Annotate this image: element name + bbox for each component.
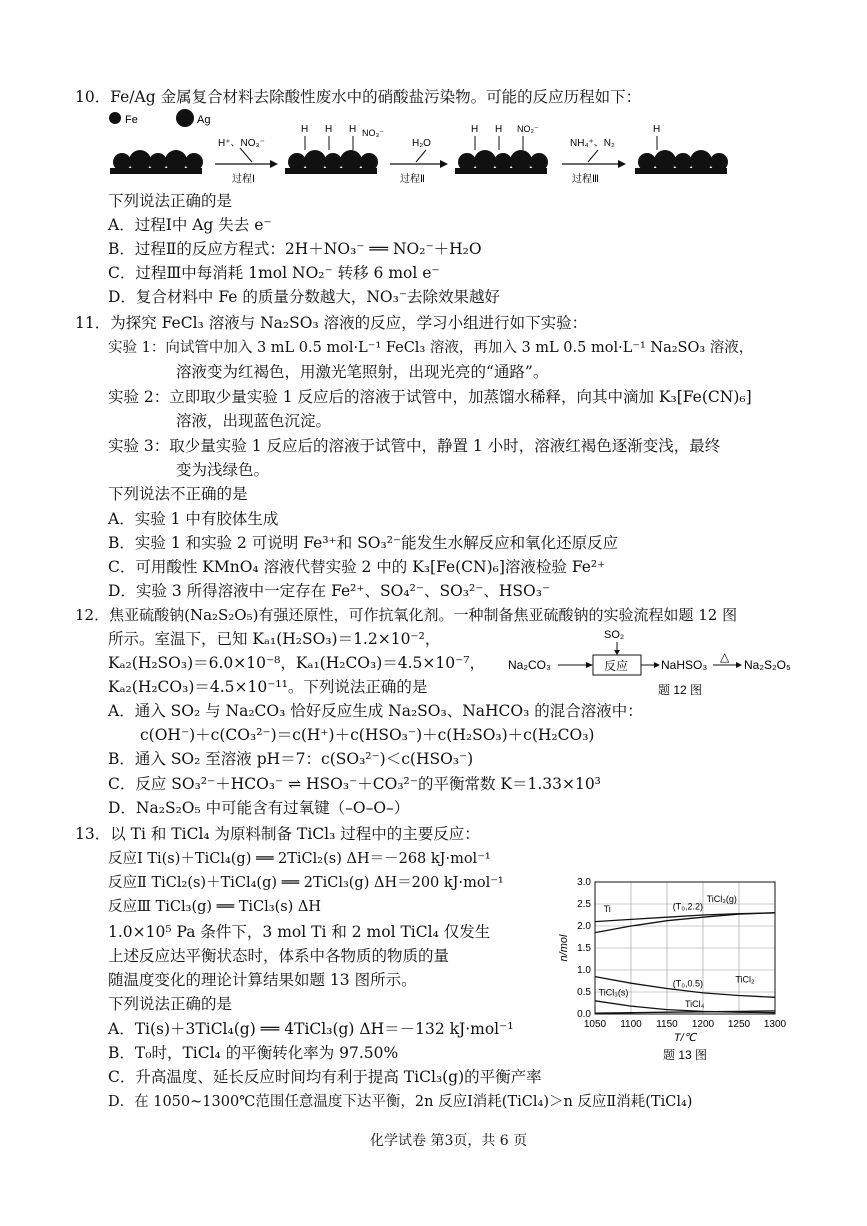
series-line: [595, 913, 775, 922]
q10-option-d[interactable]: D．复合材料中 Fe 的质量分数越大，NO₃⁻去除效果越好: [108, 288, 501, 306]
flow-reactant: Na₂CO₃: [508, 658, 551, 672]
flow-product: Na₂S₂O₅: [744, 658, 791, 672]
q13-option-d[interactable]: D．在 1050~1300℃范围任意温度下达平衡，2n 反应Ⅰ消耗(TiCl₄)＞n 反应Ⅱ消耗(TiCl₄): [108, 1094, 693, 1110]
svg-text:H: H: [471, 124, 479, 135]
flow-box-label: 反应: [604, 659, 629, 673]
surface-initial: [110, 150, 203, 174]
y-tick-label: 0.5: [577, 987, 591, 998]
q11-exp1-line1: 实验 1：向试管中加入 3 mL 0.5 mol·L⁻¹ FeCl₃ 溶液，再加入 3 mL 0.5 mol·L⁻¹ Na₂SO₃ 溶液，: [108, 340, 754, 356]
x-tick-label: 1250: [727, 1019, 751, 1030]
q11-exp3-line1: 实验 3：取少量实验 1 反应后的溶液于试管中，静置 1 小时，溶液红褐色逐渐变浅，最终: [108, 437, 721, 455]
q10-prompt: 下列说法正确的是: [108, 192, 233, 210]
q10-option-c[interactable]: C．过程Ⅲ中每消耗 1mol NO₂⁻ 转移 6 mol e⁻: [108, 264, 440, 282]
flow-mid: NaHSO₃: [661, 658, 708, 672]
q13-condition-3: 随温度变化的理论计算结果如题 13 图所示。: [108, 971, 417, 989]
q11-exp3-line2: 变为浅绿色。: [176, 461, 270, 479]
y-tick-label: 2.5: [577, 899, 591, 910]
series-label: TiCl₃(g): [706, 893, 737, 904]
svg-text:H: H: [325, 124, 333, 135]
flow-heat: △: [720, 650, 730, 664]
q12-option-c[interactable]: C．反应 SO₃²⁻＋HCO₃⁻ ⇌ HSO₃⁻＋CO₃²⁻的平衡常数 K＝1.33×10³: [108, 775, 601, 793]
q11-option-d[interactable]: D．实验 3 所得溶液中一定存在 Fe²⁺、SO₄²⁻、SO₃²⁻、HSO₃⁻: [108, 582, 551, 600]
q11-option-c[interactable]: C．可用酸性 KMnO₄ 溶液代替实验 2 中的 K₃[Fe(CN)₆]溶液检验 Fe²⁺: [108, 558, 606, 576]
q11-stem: 11．为探究 FeCl₃ 溶液与 Na₂SO₃ 溶液的反应，学习小组进行如下实验：: [75, 314, 588, 332]
q11-exp2-line1: 实验 2：立即取少量实验 1 反应后的溶液于试管中，加蒸馏水稀释，向其中滴加 K₃[Fe(CN)₆]: [108, 388, 752, 406]
q13-prompt: 下列说法正确的是: [108, 995, 233, 1013]
surface-after-step1: [285, 124, 384, 174]
q12-option-a[interactable]: A．通入 SO₂ 与 Na₂CO₃ 恰好反应生成 Na₂SO₃、NaHCO₃ 的混合溶液中：: [108, 702, 643, 720]
q10-option-a[interactable]: A．过程Ⅰ中 Ag 失去 e⁻: [108, 216, 272, 234]
svg-text:H: H: [653, 124, 661, 135]
y-tick-label: 2.0: [577, 921, 591, 932]
q12-stem-line2: 所示。室温下，已知 Kₐ₁(H₂SO₃)＝1.2×10⁻²，: [108, 630, 441, 648]
series-label: TiCl₂: [735, 974, 755, 985]
svg-text:NO₂⁻: NO₂⁻: [517, 124, 539, 134]
q12-stem-line1: 12．焦亚硫酸钠(Na₂S₂O₅)有强还原性，可作抗氧化剂。一种制备焦亚硫酸钠的实验流程如题 12 图: [75, 606, 738, 624]
q12-figure-caption: 题 12 图: [658, 683, 703, 697]
svg-text:H: H: [301, 124, 309, 135]
x-tick-label: 1150: [656, 1019, 678, 1030]
svg-text:H: H: [495, 124, 503, 135]
surface-after-step2: [455, 124, 548, 174]
q12-flow-diagram: [508, 624, 793, 702]
q13-condition-2: 上述反应达平衡状态时，体系中各物质的物质的量: [108, 947, 450, 965]
q13-stem: 13．以 Ti 和 TiCl₄ 为原料制备 TiCl₃ 过程中的主要反应：: [75, 825, 480, 843]
q12-stem-line3: Kₐ₂(H₂SO₃)＝6.0×10⁻⁸，Kₐ₁(H₂CO₃)＝4.5×10⁻⁷，: [108, 654, 486, 672]
y-axis-label: n/mol: [558, 934, 570, 962]
x-tick-label: 1200: [691, 1019, 715, 1030]
surface-final: [635, 124, 728, 174]
q11-prompt: 下列说法不正确的是: [108, 485, 248, 503]
q12-stem-line4: Kₐ₂(H₂CO₃)＝4.5×10⁻¹¹。下列说法正确的是: [108, 678, 428, 696]
y-tick-label: 1.0: [577, 965, 591, 976]
step1-label: 过程Ⅰ: [232, 174, 255, 185]
x-tick-label: 1100: [620, 1019, 642, 1030]
q13-reaction-2: 反应Ⅱ TiCl₂(s)＋TiCl₄(g) ══ 2TiCl₃(g) ΔH＝200 kJ·mol⁻¹: [108, 875, 504, 891]
q13-option-a[interactable]: A．Ti(s)＋3TiCl₄(g) ══ 4TiCl₃(g) ΔH＝－132 kJ·mol⁻¹: [108, 1020, 514, 1038]
q11-option-b[interactable]: B．实验 1 和实验 2 可说明 Fe³⁺和 SO₃²⁻能发生水解反应和氧化还原反应: [108, 534, 619, 552]
q11-exp1-line2: 溶液变为红褐色，用激光笔照射，出现光亮的“通路”。: [176, 363, 549, 381]
q11-exp2-line2: 溶液，出现蓝色沉淀。: [176, 412, 332, 430]
q13-option-c[interactable]: C．升高温度、延长反应时间均有利于提高 TiCl₃(g)的平衡产率: [108, 1068, 542, 1086]
step3-product: NH₄⁺、N₂: [570, 138, 615, 149]
q10-option-b[interactable]: B．过程Ⅱ的反应方程式：2H＋NO₃⁻ ══ NO₂⁻＋H₂O: [108, 240, 482, 258]
series-label: TiCl₄: [685, 998, 705, 1009]
q12-option-d[interactable]: D．Na₂S₂O₅ 中可能含有过氧键（–O–O–）: [108, 799, 410, 817]
y-tick-label: 3.0: [577, 877, 591, 888]
step1-reagent: H⁺、NO₃⁻: [218, 138, 265, 149]
x-tick-label: 1050: [583, 1019, 607, 1030]
q12-option-b[interactable]: B．通入 SO₂ 至溶液 pH＝7：c(SO₃²⁻)＜c(HSO₃⁻): [108, 750, 474, 768]
y-tick-label: 0.0: [577, 1009, 591, 1020]
series-label: Ti: [603, 903, 611, 914]
q11-option-a[interactable]: A．实验 1 中有胶体生成: [108, 510, 279, 528]
q13-reaction-3: 反应Ⅲ TiCl₃(g) ══ TiCl₃(s) ΔH: [108, 899, 322, 915]
svg-text:NO₃⁻: NO₃⁻: [362, 128, 384, 138]
q13-figure-caption: 题 13 图: [662, 1048, 708, 1062]
legend-ag-label: Ag: [197, 114, 211, 126]
q13-reaction-1: 反应Ⅰ Ti(s)＋TiCl₄(g) ══ 2TiCl₂(s) ΔH＝－268 kJ·mol⁻¹: [108, 851, 491, 867]
q13-condition-1: 1.0×10⁵ Pa 条件下，3 mol Ti 和 2 mol TiCl₄ 仅发生: [108, 923, 491, 941]
step3-label: 过程Ⅲ: [572, 174, 599, 185]
x-axis-label: T/℃: [673, 1032, 697, 1044]
svg-text:H: H: [349, 124, 357, 135]
page-footer: 化学试卷 第3页，共 6 页: [370, 1133, 528, 1149]
chart-annotation: (T₀,2.2): [672, 901, 704, 912]
y-tick-label: 1.5: [577, 943, 591, 954]
x-tick-label: 1300: [763, 1019, 787, 1030]
step2-label: 过程Ⅱ: [400, 174, 425, 185]
series-label: TiCl₃(s): [598, 987, 629, 998]
q10-stem: 10．Fe/Ag 金属复合材料去除酸性废水中的硝酸盐污染物。可能的反应历程如下：: [75, 88, 642, 106]
step2-product: H₂O: [412, 138, 431, 149]
q13-option-b[interactable]: B．T₀时，TiCl₄ 的平衡转化率为 97.50%: [108, 1044, 399, 1062]
q12-option-a-equation: c(OH⁻)＋c(CO₃²⁻)＝c(H⁺)＋c(HSO₃⁻)＋c(H₂SO₃)＋c(H₂CO₃): [140, 726, 595, 744]
legend-fe-label: Fe: [125, 114, 138, 126]
flow-gas: SO₂: [604, 629, 625, 641]
q13-chart: [555, 872, 795, 1072]
chart-annotation: (T₀,0.5): [672, 978, 704, 989]
q10-process-diagram: [100, 106, 800, 186]
